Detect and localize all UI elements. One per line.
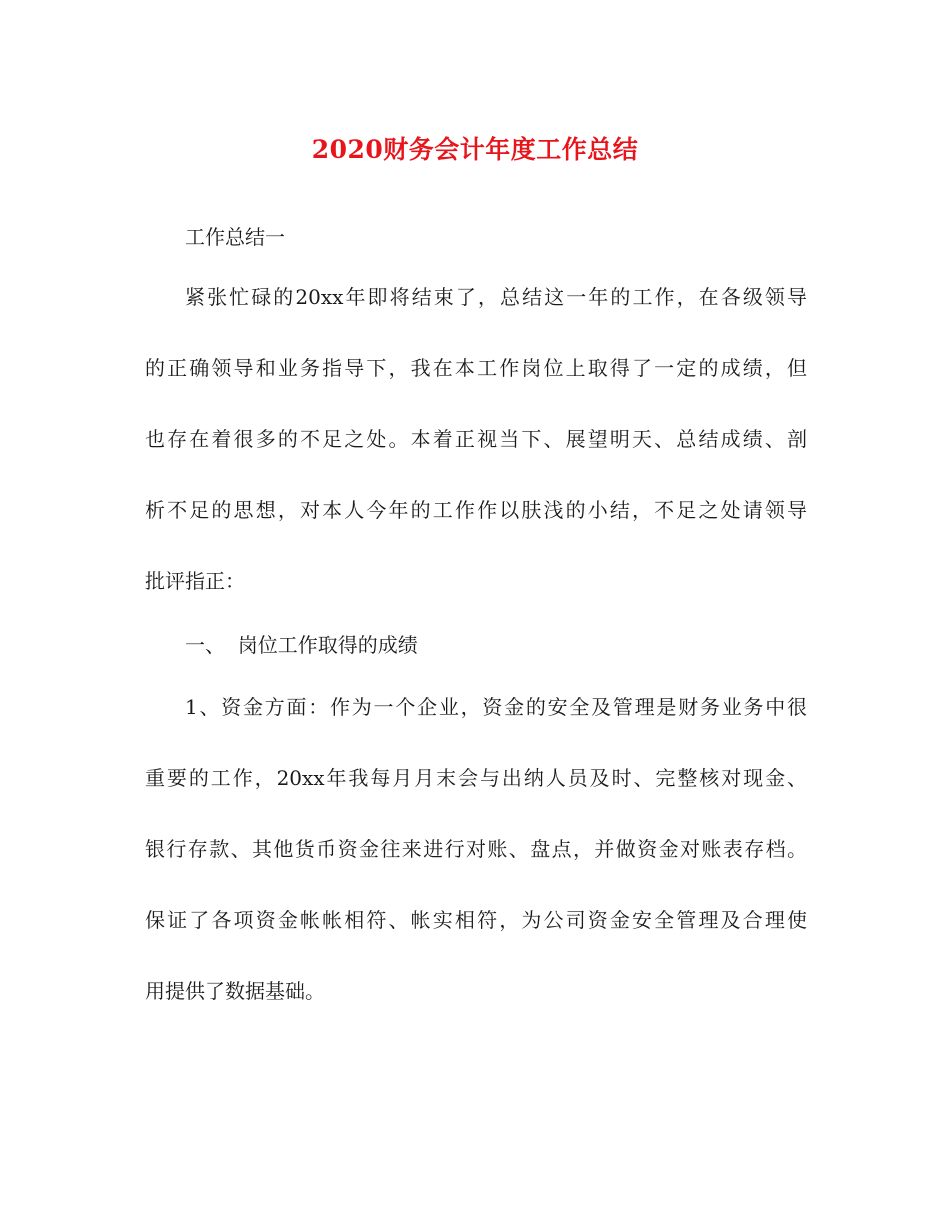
document-title: 2020财务会计年度工作总结	[311, 135, 639, 164]
paragraph-line: 用提供了数据基础。	[145, 979, 325, 1003]
paragraph-line: 银行存款、其他货币资金往来进行对账、盘点，并做资金对账表存档。	[145, 837, 807, 861]
paragraph-line: 紧张忙碌的20xx年即将结束了，总结这一年的工作，在各级领导	[185, 285, 807, 309]
section-heading-achievements: 一、 岗位工作取得的成绩	[185, 633, 418, 657]
paragraph-line: 1、资金方面：作为一个企业，资金的安全及管理是财务业务中很	[185, 695, 807, 719]
paragraph-line: 的正确领导和业务指导下，我在本工作岗位上取得了一定的成绩，但	[145, 356, 807, 380]
paragraph-line: 重要的工作，20xx年我每月月末会与出纳人员及时、完整核对现金、	[145, 766, 807, 790]
paragraph-line: 批评指正：	[145, 569, 245, 593]
paragraph-line: 也存在着很多的不足之处。本着正视当下、展望明天、总结成绩、剖	[145, 427, 807, 451]
paragraph-line: 析不足的思想，对本人今年的工作作以肤浅的小结，不足之处请领导	[145, 498, 807, 522]
section-heading-summary-one: 工作总结一	[185, 225, 285, 249]
paragraph-line: 保证了各项资金帐帐相符、帐实相符，为公司资金安全管理及合理使	[145, 908, 807, 932]
